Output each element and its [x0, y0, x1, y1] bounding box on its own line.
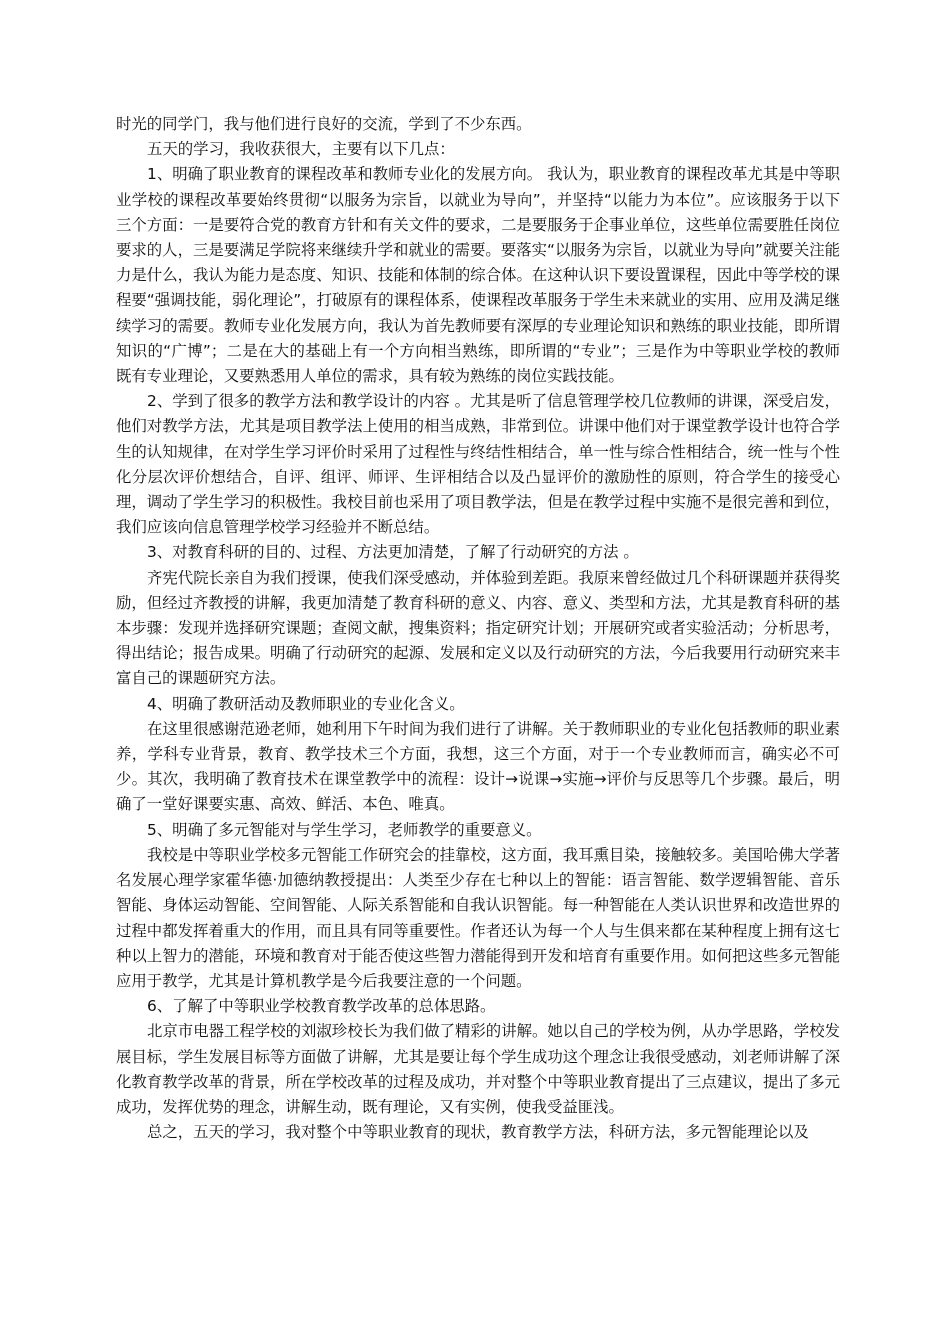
paragraph-intro: 五天的学习，我收获很大，主要有以下几点：: [147, 140, 455, 159]
paragraph-point-2: 2、学到了很多的教学方法和教学设计的内容 。尤其是听了信息管理学校几位教师的讲课，深受启发，他们对教学方法，尤其是项目教学法上使用的相当成熟，非常到位。讲课中他们对于课堂教学设计也符合学生的认知规律，在对学生学习评价时采用了过程性与终结性相结合，单一性与综合性相结合，统一性与个性化分层次评价想结合，自评、组评、师评、生评相结合以及凸显评价的激励性的原则，符合学生的接受心理，调动了学生学习的积极性。我校目前也采用了项目教学法，但是在教学过程中实施不是很完善和到位，我们应该向信息管理学校学习经验并不断总结。: [116, 392, 840, 537]
paragraph-point-3-heading: 3、对教育科研的目的、过程、方法更加清楚，了解了行动研究的方法 。: [147, 543, 639, 562]
paragraph-point-4-body: 在这里很感谢范逊老师，她利用下午时间为我们进行了讲解。关于教师职业的专业化包括教师的职业素养，学科专业背景，教育、教学技术三个方面，我想，这三个方面，对于一个专业教师而言，确实必不可少。其次，我明确了教育技术在课堂教学中的流程：设计→说课→实施→评价与反思等几个步骤。最后，明确了一堂好课要实惠、高效、鲜活、本色、唯真。: [116, 719, 840, 814]
paragraph-point-4-heading: 4、明确了教研活动及教师职业的专业化含义。: [147, 694, 465, 713]
paragraph-point-6-body: 北京市电器工程学校的刘淑珍校长为我们做了精彩的讲解。她以自己的学校为例，从办学思路，学校发展目标，学生发展目标等方面做了讲解，尤其是要让每个学生成功这个理念让我很受感动，刘老师讲解了深化教育教学改革的背景，所在学校改革的过程及成功，并对整个中等职业教育提出了三点建议，提出了多元成功，发挥优势的理念，讲解生动，既有理论，又有实例，使我受益匪浅。: [116, 1022, 840, 1116]
paragraph-conclusion: 总之，五天的学习，我对整个中等职业教育的现状，教育教学方法，科研方法，多元智能理论以及: [147, 1123, 809, 1142]
paragraph-point-5-body: 我校是中等职业学校多元智能工作研究会的挂靠校，这方面，我耳熏目染，接触较多。美国哈佛大学著名发展心理学家霍华德·加德纳教授提出：人类至少存在七种以上的智能：语言智能、数学逻辑智能、音乐智能、身体运动智能、空间智能、人际关系智能和自我认识智能。每一种智能在人类认识世界和改造世界的过程中都发挥着重大的作用，而且具有同等重要性。作者还认为每一个人与生俱来都在某种程度上拥有这七种以上智力的潜能，环境和教育对于能否使这些智力潜能得到开发和培育有重要作用。如何把这些多元智能应用于教学，尤其是计算机教学是今后我要注意的一个问题。: [116, 845, 840, 990]
paragraph-point-5-heading: 5、明确了多元智能对与学生学习，老师教学的重要意义。: [147, 820, 542, 839]
paragraph-point-3-body: 齐宪代院长亲自为我们授课，使我们深受感动，并体验到差距。我原来曾经做过几个科研课题并获得奖励，但经过齐教授的讲解，我更加清楚了教育科研的意义、内容、意义、类型和方法，尤其是教育科研的基本步骤：发现并选择研究课题；查阅文献，搜集资料；指定研究计划；开展研究或者实验活动；分析思考，得出结论；报告成果。明确了行动研究的起源、发展和定义以及行动研究的方法，今后我要用行动研究来丰富自己的课题研究方法。: [116, 568, 840, 688]
paragraph-point-1: 1、明确了职业教育的课程改革和教师专业化的发展方向。 我认为，职业教育的课程改革尤其是中等职业学校的课程改革要始终贯彻“以服务为宗旨，以就业为导向”，并坚持“以能力为本位”。应该服务于以下三个方面：一是要符合党的教育方针和有关文件的要求，二是要服务于企事业单位，这些单位需要胜任岗位要求的人，三是要满足学院将来继续升学和就业的需要。要落实“以服务为宗旨，以就业为导向”就要关注能力是什么，我认为能力是态度、知识、技能和体制的综合体。在这种认识下要设置课程，因此中等学校的课程要“强调技能，弱化理论”，打破原有的课程体系，使课程改革服务于学生未来就业的实用、应用及满足继续学习的需要。教师专业化发展方向，我认为首先教师要有深厚的专业理论知识和熟练的职业技能，即所谓知识的“广博”；二是在大的基础上有一个方向相当熟练，即所谓的“专业”；三是作为中等职业学校的教师既有专业理论，又要熟悉用人单位的需求，具有较为熟练的岗位实践技能。: [116, 165, 840, 386]
paragraph-continuation: 时光的同学门，我与他们进行良好的交流，学到了不少东西。: [116, 115, 532, 133]
document-body: [116, 112, 840, 1145]
paragraph-point-6-heading: 6、了解了中等职业学校教育教学改革的总体思路。: [147, 997, 496, 1016]
